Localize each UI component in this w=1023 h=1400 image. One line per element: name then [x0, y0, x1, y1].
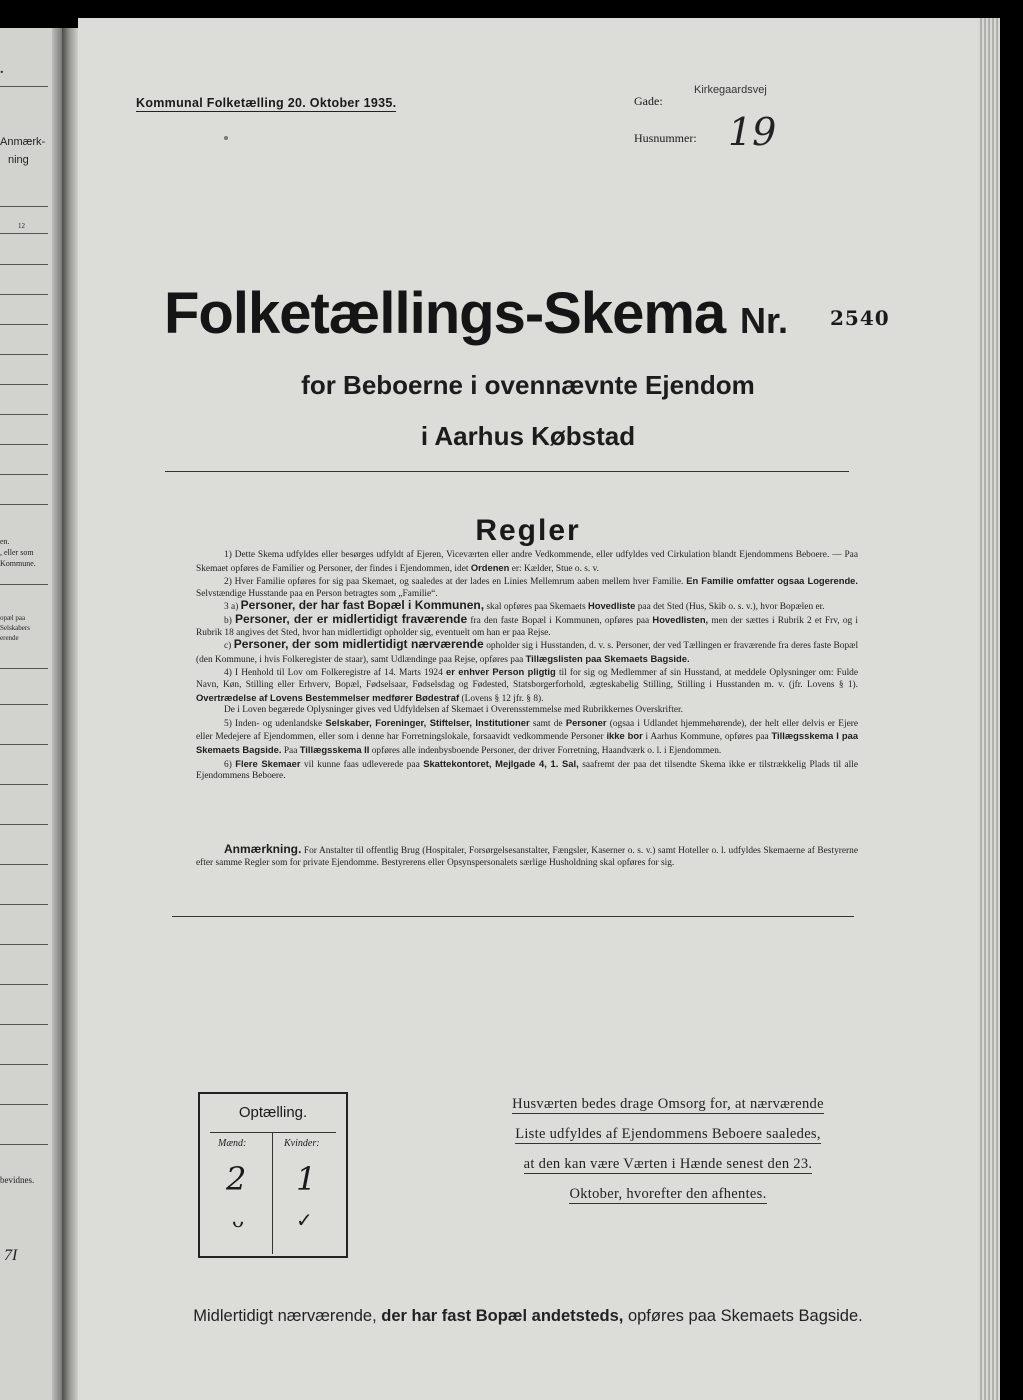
women-check-mark: ✓ [296, 1208, 313, 1232]
form-title: Folketællings-Skema [164, 281, 726, 346]
rule [0, 1024, 48, 1025]
remark-label: Anmærkning. [224, 842, 302, 856]
notice-line: Oktober, hvorefter den afhentes. [569, 1186, 767, 1202]
rule [0, 354, 48, 355]
rule [0, 474, 48, 475]
men-check-mark: ᴗ [232, 1208, 245, 1232]
page-stack-edge [978, 18, 1000, 1400]
snippet-line: opæl paa [0, 614, 26, 622]
count-heading: Optælling. [238, 1104, 308, 1121]
rule [0, 414, 48, 415]
count-divider [210, 1132, 336, 1133]
snippet-line: erende [0, 634, 19, 642]
snippet-line: en. [0, 537, 10, 546]
rule [0, 944, 48, 945]
rule [0, 206, 48, 207]
rule [0, 744, 48, 745]
rule [0, 324, 48, 325]
census-form-page [78, 18, 978, 1400]
house-number-label: Husnummer: [634, 131, 697, 145]
rule-3c: c) Personer, der som midlertidigt nærværende opholder sig i Husstanden, d. v. s. Personer, der ved Tællingen er fraværende fra deres faste Bopæl (den Kommune, i hvis Folkeregister de staar), samt Udlændinge paa Rejse, opføres paa Tillægslisten paa Skemaets Bagside. [196, 637, 859, 665]
column-header-line-2: ning [8, 154, 29, 166]
snippet-line: Selskabers [0, 624, 30, 632]
rule [0, 233, 48, 234]
street-value: Kirkegaardsvej [694, 84, 767, 96]
rule [0, 86, 48, 87]
rule-3a: 3 a) Personer, der har fast Bopæl i Kommunen, skal opføres paa Skemaets Hovedliste paa det Sted (Hus, Skib o. s. v.), hvor Bopælen er. [224, 598, 825, 613]
rule-2: 2) Hver Familie opføres for sig paa Skemaet, og saaledes at der lades en Linies Mellemrum aaben mellem hver Familie. En Familie omfatter ogsaa Logerende. Selvstændige Husstande paa en Person betragtes som „Familie“. [196, 575, 858, 599]
divider [172, 916, 854, 917]
bevidnes-text: bevidnes. [0, 1175, 35, 1185]
handwritten-signature: 7I [4, 1247, 18, 1264]
rules-heading: Regler [475, 514, 581, 547]
page-gutter [52, 28, 62, 1400]
count-column-divider [272, 1132, 273, 1254]
rule [0, 784, 48, 785]
rule-1: 1) Dette Skema udfyldes eller besørges udfyldt af Ejeren, Viceværten eller andre Vedkommende, eller udfyldes ved Cirkulation blandt Ejendommens Beboere. — Paa Skemaet opføres de Familier og Personer, der findes i Ejendommen, idet Ordenen er: Kælder, Stue o. s. v. [196, 550, 858, 574]
rule [0, 864, 48, 865]
rule-4b: De i Loven begærede Oplysninger gives ved Udfyldelsen af Skemaet i Overensstemmelse med Rubrikkernes Overskrifter. [224, 705, 683, 716]
rule [0, 584, 48, 585]
men-count: 2 [226, 1160, 247, 1198]
form-subtitle-city: i Aarhus Købstad [420, 421, 636, 451]
rule [0, 1144, 48, 1145]
rule [0, 1104, 48, 1105]
divider [165, 471, 849, 472]
previous-page-edge [0, 28, 62, 1400]
rule [0, 504, 48, 505]
rule-4: 4) I Henhold til Lov om Folkeregistre af 14. Marts 1924 er enhver Person pligtig til for sig og Medlemmer af sin Husstand, at meddele Oplysninger om: Fulde Navn, Køn, Stilling eller Erhverv, Bopæl, Fødselsaar, Fødselsdag og Fødested, Statsborgerforhold, ægteskabelig Stilling, Stilling i Husstanden m. v. (jfr. Lovens § 1). Overtrædelse af Lovens Bestemmelser medfører Bødestraf (Lovens § 12 jfr. § 8). [196, 666, 859, 704]
rule [0, 904, 48, 905]
notice-line: Liste udfyldes af Ejendommens Beboere saaledes, [515, 1126, 821, 1142]
rule-5: 5) Inden- og udenlandske Selskaber, Foreninger, Stiftelser, Institutioner samt de Personer (ogsaa i Udlandet hjemmehørende), der helt eller delvis er Ejere eller Medejere af Ejendommen, eller som i denne har Forretningslokale, forsaavidt vedkommende Personer ikke bor i Aarhus Kommune, opføres paa Tillægsskema I paa Skemaets Bagside. Paa Tillægsskema II opføres alle indenbysboende Personer, der driver Forretning, Haandværk o. l. i Ejendommen. [196, 716, 859, 756]
snippet-line: Kommune. [0, 559, 36, 568]
women-count: 1 [296, 1160, 317, 1198]
census-header: Kommunal Folketælling 20. Oktober 1935. [136, 96, 397, 110]
snippet-line: , eller som [0, 548, 34, 557]
footer-note: Midlertidigt nærværende, der har fast Bopæl andetsteds, opføres paa Skemaets Bagside. [193, 1307, 863, 1325]
book-spine [62, 28, 78, 1400]
column-header-line-1: Anmærk- [0, 136, 46, 148]
rule [0, 444, 48, 445]
remark-text: Anmærkning. For Anstalter til offentlig Brug (Hospitaler, Forsørgelsesanstalter, Fængsler, Kaserner o. s. v.) samt Hoteller o. l. udfyldes Skemaerne af Bestyrerne efter samme Regler som for private Ejendomme. Bestyrerens eller Opsynspersonalets særlige Husholdning skal opføres for sig. [196, 842, 859, 868]
rule [0, 704, 48, 705]
house-number-value: 19 [728, 110, 777, 154]
street-label: Gade: [634, 94, 663, 108]
form-number-label: Nr. [740, 300, 789, 341]
rule [0, 294, 48, 295]
rule-6: 6) Flere Skemaer vil kunne faas udleverede paa Skattekontoret, Mejlgade 4, 1. Sal, saafremt der paa det tilsendte Skema ikke er tilstrækkelig Plads til alle Ejendommens Beboere. [196, 757, 859, 782]
form-subtitle: for Beboerne i ovennævnte Ejendom [301, 370, 755, 400]
form-number-value: 2540 [830, 306, 890, 330]
rule [0, 264, 48, 265]
rule-3b: b) Personer, der er midlertidigt fraværende fra den faste Bopæl i Kommunen, opføres paa Hovedlisten, men der sættes i Rubrik 2 et Frv, og i Rubrik 18 angives det Sted, hvor han midlertidigt opholder sig, eventuelt om han er paa Rejse. [196, 611, 859, 638]
notice-line: Husværten bedes drage Omsorg for, at nærværende [512, 1096, 824, 1112]
landlord-notice [498, 1096, 838, 1216]
column-number: 12 [18, 222, 25, 230]
notice-line: at den kan være Værten i Hænde senest den 23. [523, 1156, 813, 1172]
women-label: Kvinder: [284, 1138, 320, 1149]
rule [0, 668, 48, 669]
rule [0, 984, 48, 985]
rule [0, 824, 48, 825]
rules-text [196, 550, 858, 783]
paper-speck [224, 136, 228, 140]
count-box [198, 1092, 348, 1258]
men-label: Mænd: [218, 1138, 247, 1149]
rule [0, 1064, 48, 1065]
page-mark: . [0, 62, 4, 77]
rule [0, 384, 48, 385]
